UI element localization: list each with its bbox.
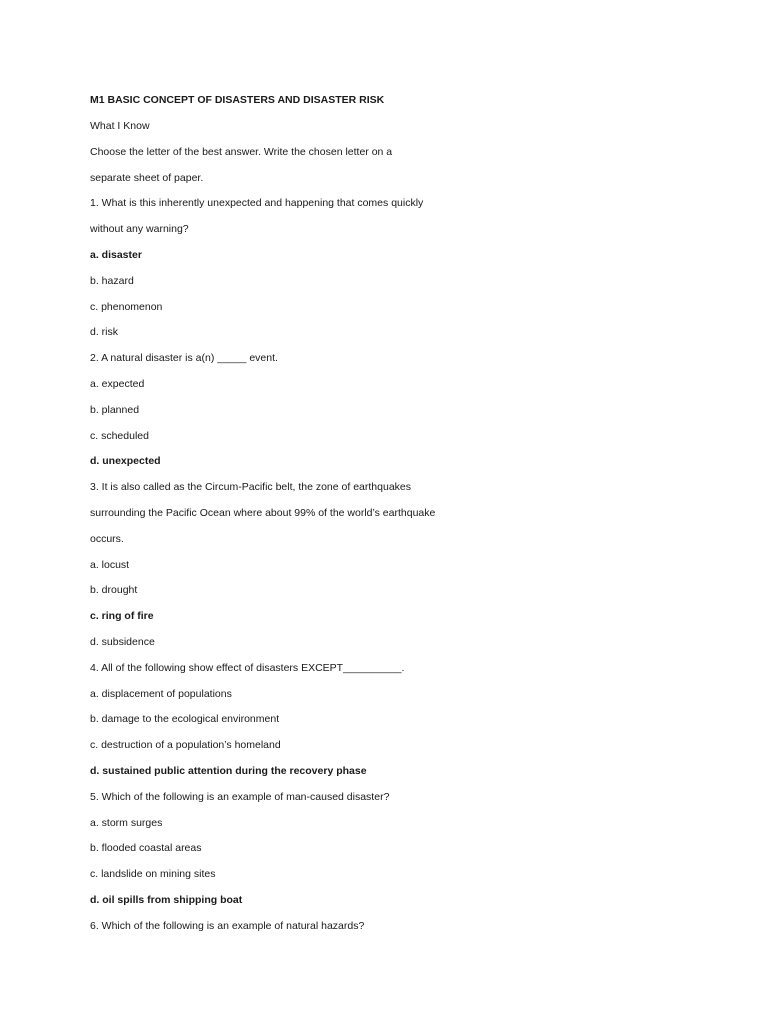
answer-choice: b. planned bbox=[90, 403, 140, 416]
answer-choice: b. damage to the ecological environment bbox=[90, 713, 280, 726]
answer-choice: c. scheduled bbox=[90, 429, 149, 442]
section-heading: What I Know bbox=[90, 120, 150, 132]
answer-choice: b. flooded coastal areas bbox=[90, 842, 202, 855]
question-stem: 6. Which of the following is an example of natural hazards? bbox=[90, 919, 365, 932]
question-stem: 1. What is this inherently unexpected and happening that comes quickly bbox=[90, 197, 424, 210]
question-stem: surrounding the Pacific Ocean where about 99% of the world’s earthquake bbox=[90, 506, 436, 519]
question-list bbox=[90, 195, 768, 933]
answer-choice: b. hazard bbox=[90, 274, 134, 287]
answer-choice: a. storm surges bbox=[90, 816, 163, 829]
question-stem: without any warning? bbox=[90, 223, 189, 236]
answer-choice: b. drought bbox=[90, 584, 138, 597]
question-stem: occurs. bbox=[90, 532, 124, 545]
question-stem: 5. Which of the following is an example of man-caused disaster? bbox=[90, 790, 390, 803]
question-stem: 2. A natural disaster is a(n) _____ event. bbox=[90, 352, 278, 365]
answer-choice: c. destruction of a population’s homeland bbox=[90, 739, 281, 752]
answer-choice-correct: c. ring of fire bbox=[90, 610, 154, 623]
answer-choice-correct: a. disaster bbox=[90, 248, 142, 261]
document-title: M1 BASIC CONCEPT OF DISASTERS AND DISASTER RISK bbox=[90, 94, 385, 106]
instruction-line: separate sheet of paper. bbox=[90, 171, 204, 184]
answer-choice: c. landslide on mining sites bbox=[90, 868, 216, 881]
answer-choice-correct: d. sustained public attention during the recovery phase bbox=[90, 764, 367, 777]
answer-choice: d. subsidence bbox=[90, 635, 155, 648]
question-stem: 3. It is also called as the Circum-Pacific belt, the zone of earthquakes bbox=[90, 481, 411, 494]
question-stem: 4. All of the following show effect of disasters EXCEPT__________. bbox=[90, 661, 405, 674]
answer-choice-correct: d. unexpected bbox=[90, 455, 161, 468]
answer-choice: c. phenomenon bbox=[90, 300, 163, 313]
answer-choice: d. risk bbox=[90, 326, 119, 339]
answer-choice-correct: d. oil spills from shipping boat bbox=[90, 893, 243, 906]
answer-choice: a. displacement of populations bbox=[90, 687, 232, 700]
answer-choice: a. expected bbox=[90, 377, 145, 390]
answer-choice: a. locust bbox=[90, 558, 130, 571]
instruction-line: Choose the letter of the best answer. Write the chosen letter on a bbox=[90, 145, 393, 158]
